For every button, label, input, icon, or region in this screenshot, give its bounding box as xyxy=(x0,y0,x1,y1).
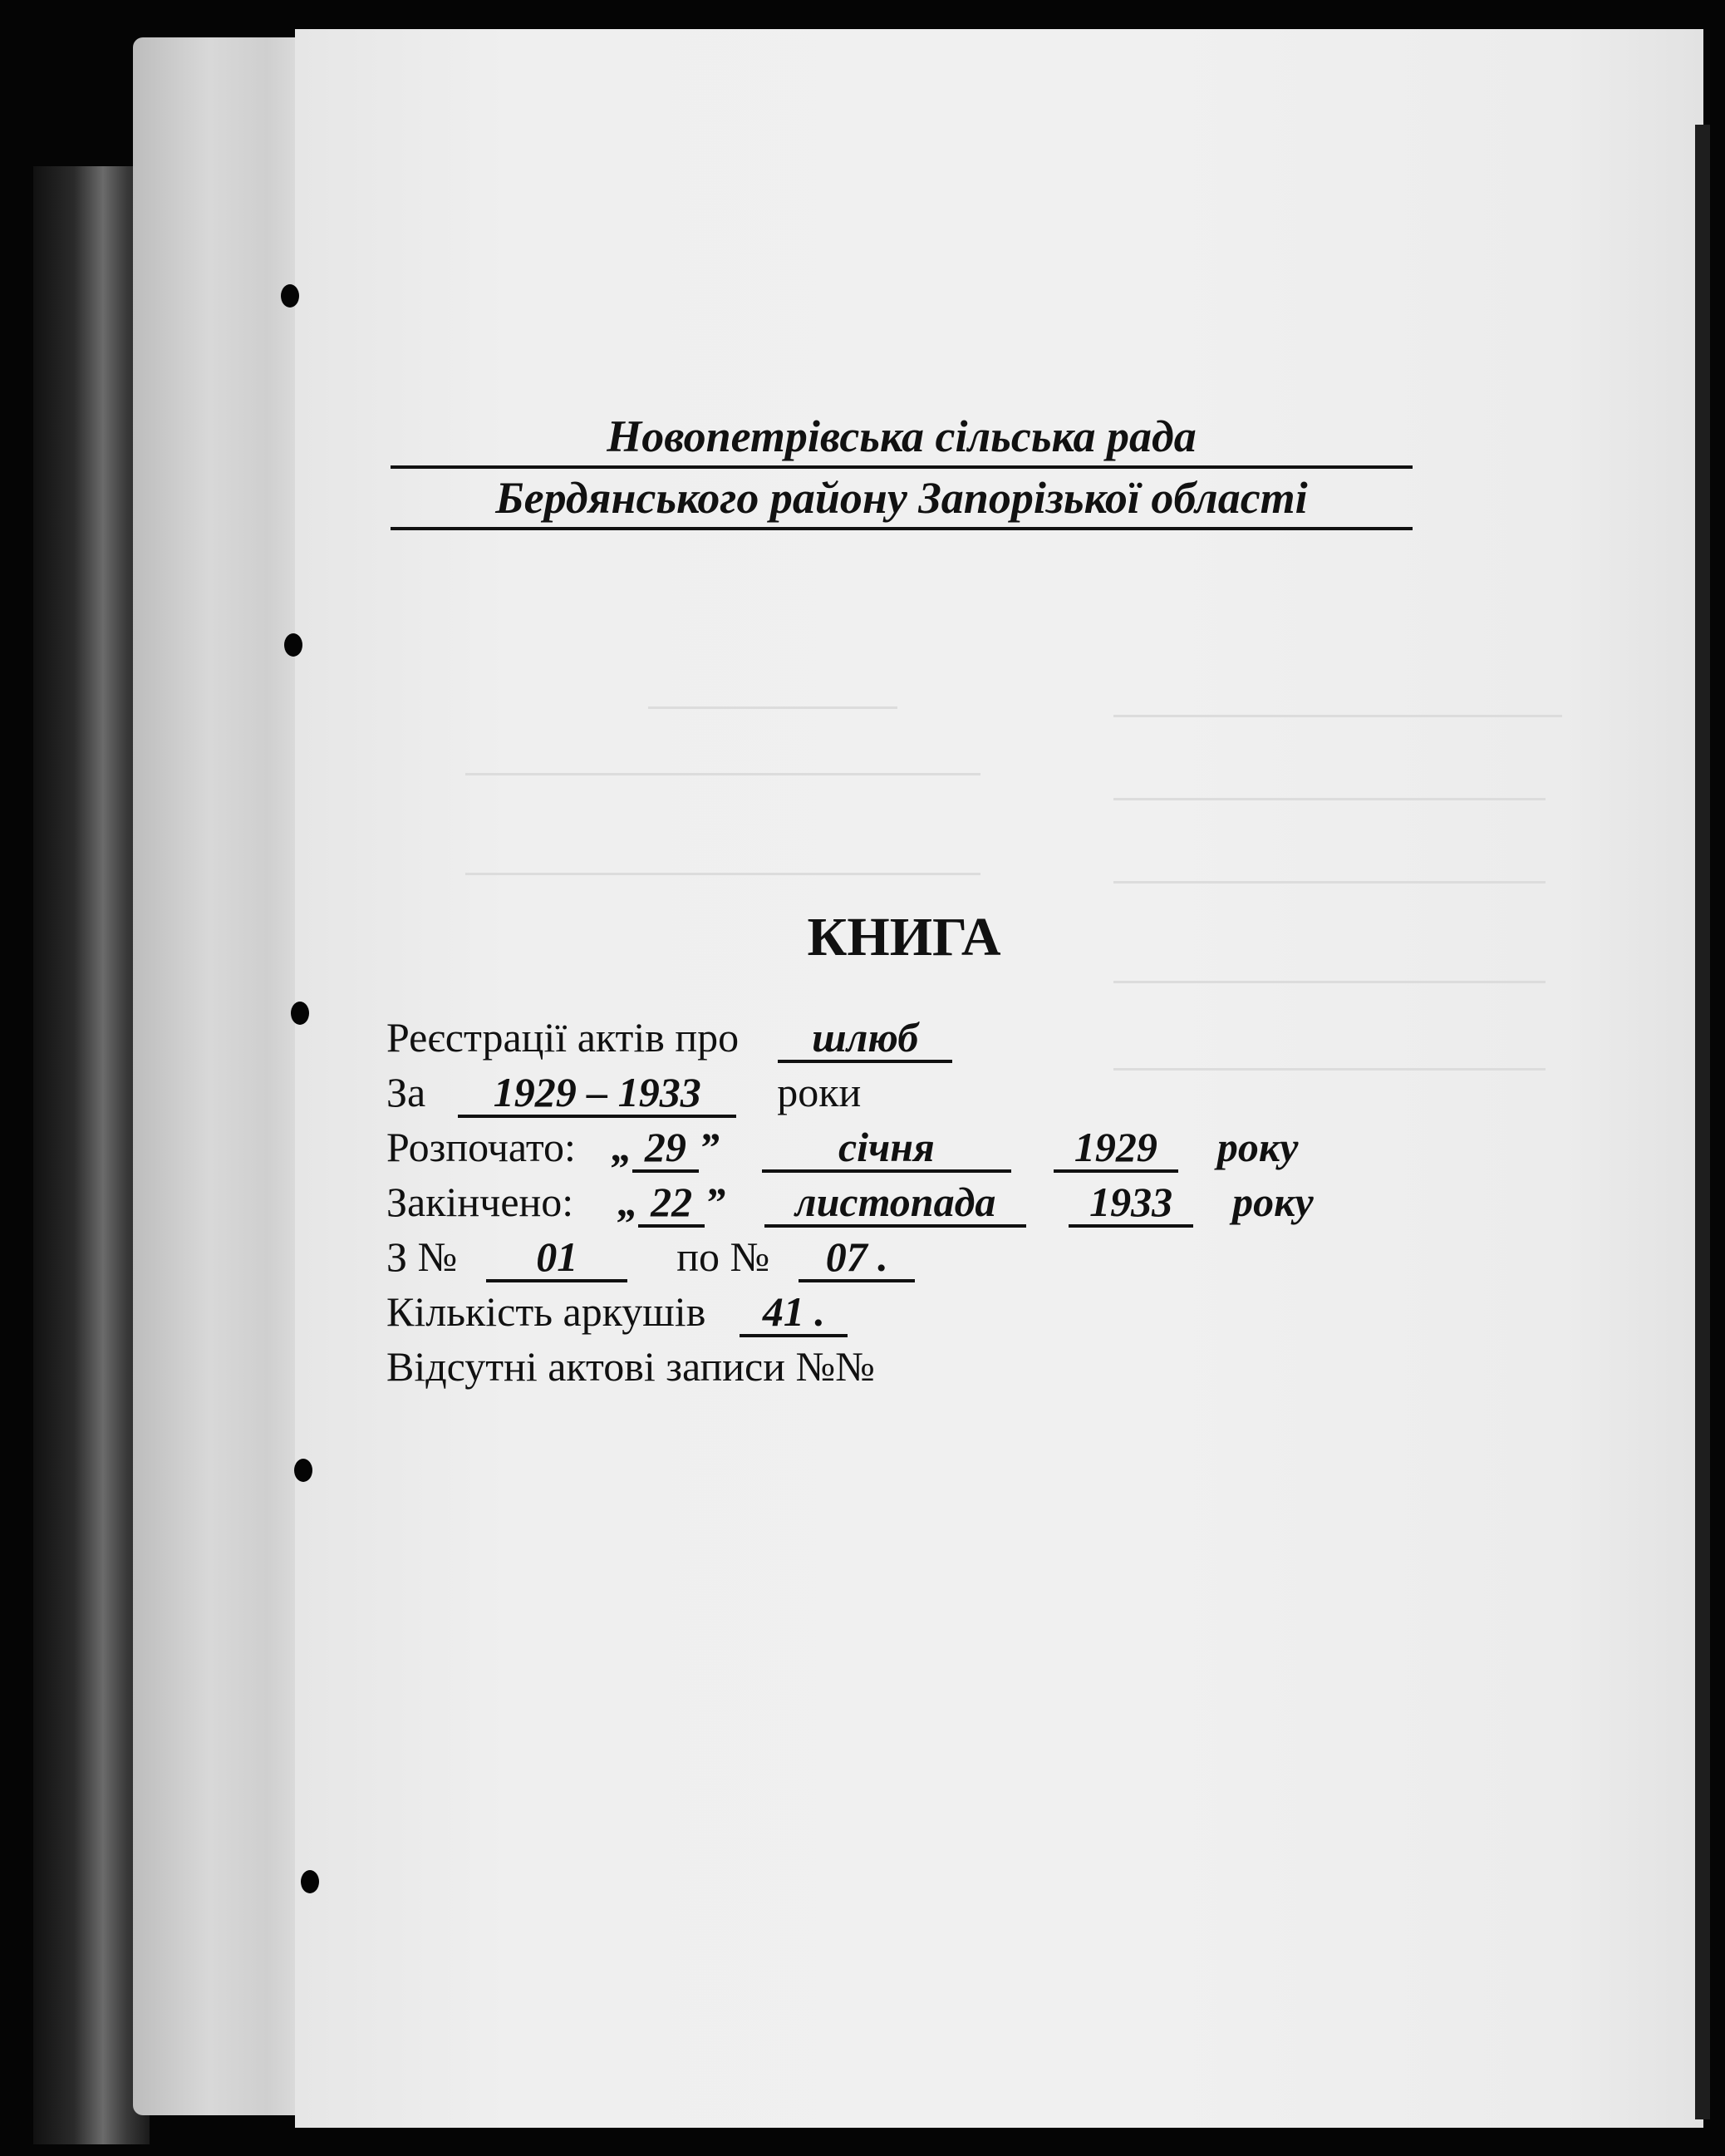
started-month-value: січня xyxy=(762,1125,1011,1173)
range-to-value: 07 . xyxy=(799,1234,915,1282)
row-finished xyxy=(386,1174,1314,1229)
range-from-label: З № xyxy=(386,1233,458,1280)
show-through-mark xyxy=(1113,873,1546,884)
range-to-label: по № xyxy=(676,1233,770,1280)
row-record-range xyxy=(386,1229,1314,1284)
binding-hole xyxy=(294,1459,312,1482)
period-suffix: роки xyxy=(777,1069,862,1115)
show-through-mark xyxy=(1113,972,1546,983)
document-title: КНИГА xyxy=(807,907,1001,967)
show-through-mark xyxy=(465,765,980,775)
finished-label: Закінчено: xyxy=(386,1179,574,1225)
started-label: Розпочато: xyxy=(386,1124,576,1170)
show-through-mark xyxy=(465,864,980,875)
row-missing-records xyxy=(386,1339,1314,1394)
show-through-mark xyxy=(648,698,897,709)
finished-day-value: 22 xyxy=(638,1179,705,1228)
binding-hole xyxy=(284,633,302,657)
binding-hole xyxy=(281,284,299,308)
started-open-quote: „ xyxy=(611,1124,632,1170)
binding-hole xyxy=(291,1002,309,1025)
started-year-value: 1929 xyxy=(1054,1125,1178,1173)
page-right-edge xyxy=(1695,125,1710,2119)
show-through-mark xyxy=(1113,790,1546,800)
finished-close-quote: ” xyxy=(705,1179,726,1225)
sheets-label: Кількість аркушів xyxy=(386,1288,706,1335)
finished-open-quote: „ xyxy=(617,1179,639,1225)
row-started xyxy=(386,1120,1314,1174)
started-day-value: 29 xyxy=(632,1125,699,1173)
show-through-mark xyxy=(1113,706,1562,717)
started-close-quote: ” xyxy=(698,1124,720,1170)
sheets-value: 41 . xyxy=(740,1289,848,1337)
started-suffix: року xyxy=(1216,1124,1299,1170)
finished-suffix: року xyxy=(1232,1179,1314,1225)
finished-year-value: 1933 xyxy=(1069,1179,1193,1228)
range-from-value: 01 xyxy=(486,1234,627,1282)
period-years-value: 1929 – 1933 xyxy=(458,1070,736,1118)
council-header xyxy=(391,407,1413,530)
registration-type-value: шлюб xyxy=(778,1015,952,1063)
missing-records-label: Відсутні актові записи №№ xyxy=(386,1343,875,1390)
row-registration xyxy=(386,1010,1314,1065)
header-council-name: Новопетрівська сільська рада xyxy=(391,407,1413,469)
binding-hole xyxy=(301,1870,319,1893)
row-period xyxy=(386,1065,1314,1120)
finished-month-value: листопада xyxy=(764,1179,1026,1228)
registration-label: Реєстрації актів про xyxy=(386,1014,740,1061)
book-binding xyxy=(33,166,150,2144)
period-prefix: За xyxy=(386,1069,426,1115)
header-district-region: Бердянського району Запорізької області xyxy=(391,469,1413,530)
row-sheet-count xyxy=(386,1284,1314,1339)
registration-form xyxy=(386,1010,1314,1394)
